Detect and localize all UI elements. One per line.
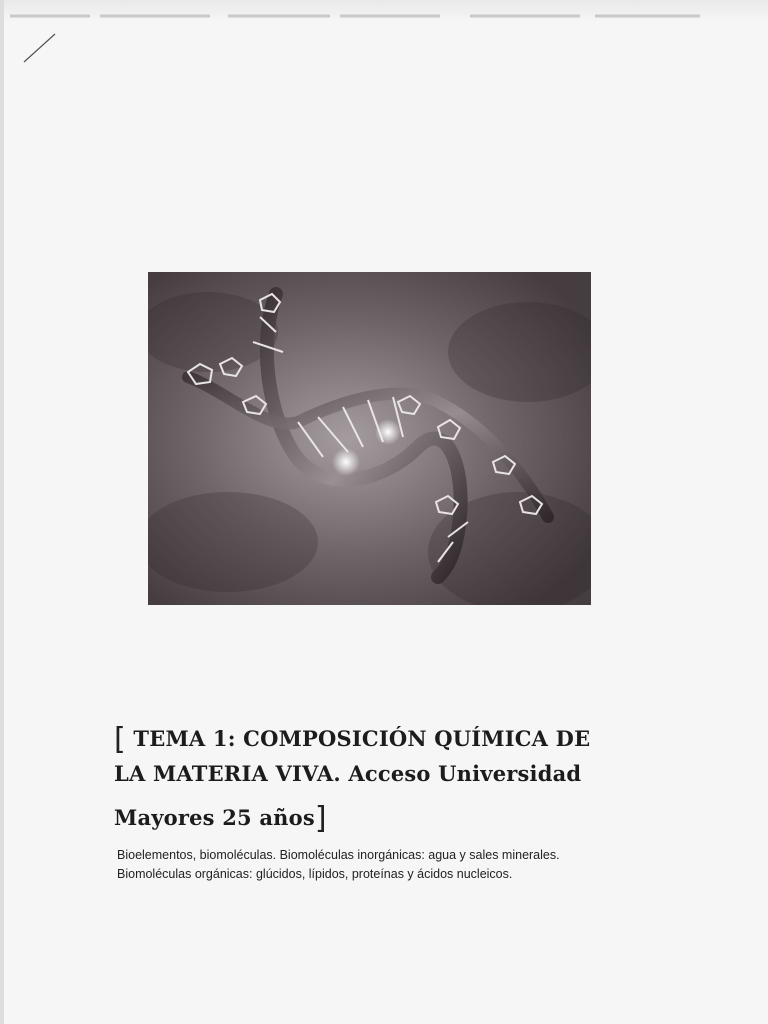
dna-helix-image xyxy=(148,272,591,605)
pen-stroke-mark xyxy=(20,30,60,70)
heading-text-1: TEMA 1: COMPOSICIÓN QUÍMICA DE xyxy=(133,726,591,751)
summary-line-1: Bioelementos, biomoléculas. Biomoléculas inorgánicas: agua y sales minerales. xyxy=(117,848,560,862)
heading-text-2: LA MATERIA VIVA. Acceso Universidad xyxy=(114,761,582,786)
summary-line-2: Biomoléculas orgánicas: glúcidos, lípidos, proteínas y ácidos nucleicos. xyxy=(117,867,513,881)
scan-left-edge xyxy=(0,0,4,1024)
heading-line-2 xyxy=(114,757,654,791)
document-heading xyxy=(114,722,654,836)
heading-line-3 xyxy=(114,801,654,836)
close-bracket: ] xyxy=(314,801,327,836)
topic-summary xyxy=(117,846,677,884)
heading-text-3: Mayores 25 años xyxy=(114,805,315,830)
scan-noise-strip xyxy=(0,12,740,20)
heading-line-1 xyxy=(114,722,654,757)
open-bracket: [ xyxy=(114,722,126,757)
